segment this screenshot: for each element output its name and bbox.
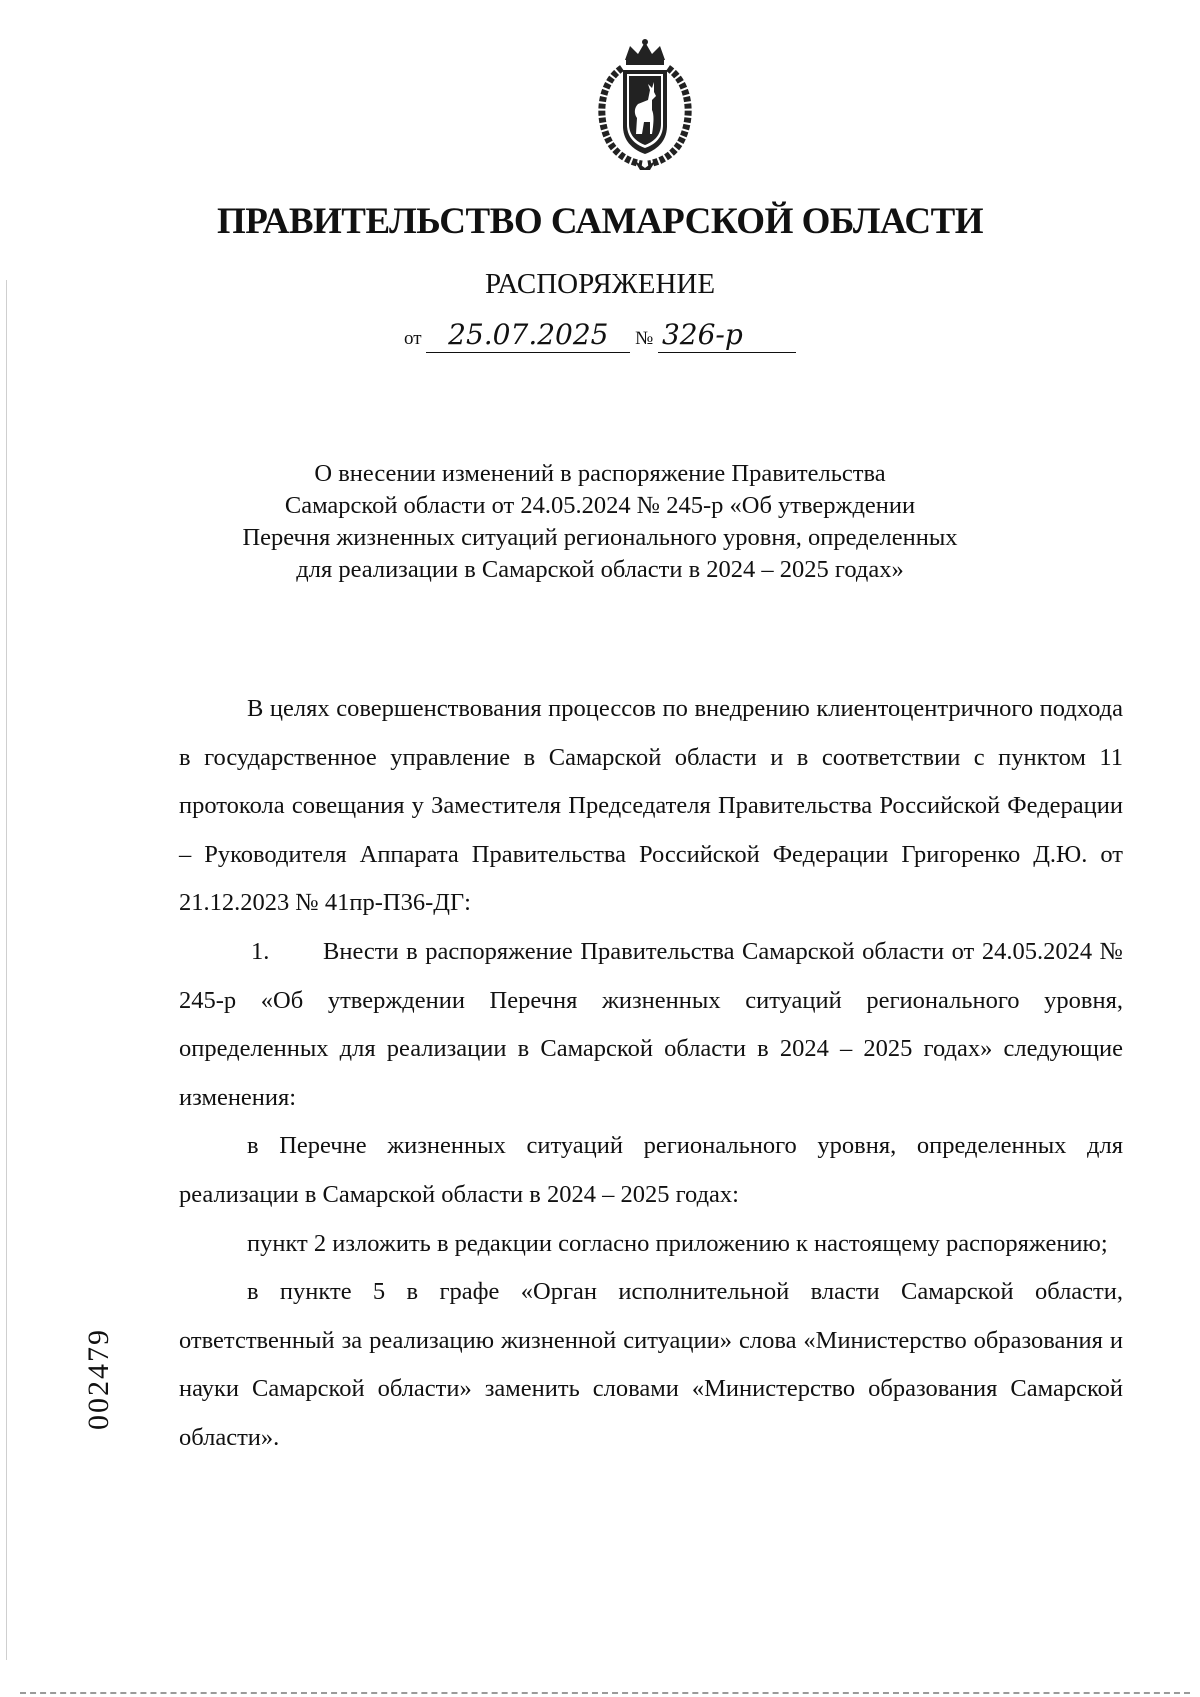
scan-margin-line <box>6 280 7 1660</box>
item-1-paragraph <box>179 928 1123 1122</box>
document-body <box>179 685 1123 1463</box>
preamble-paragraph: В целях совершенствования процессов по внедрению клиентоцентричного подхода в государственное управление в Самарской области и в соответствии с пунктом 11 протокола совещания у Заместителя Председателя Правительства Российской Федерации – Руководителя Аппарата Правительства Российской Федерации Григоренко Д.Ю. от 21.12.2023 № 41пр-П36-ДГ: <box>179 695 1123 917</box>
date-prefix: от <box>404 328 422 349</box>
handwritten-number: 326-р <box>658 318 796 353</box>
body-paragraph: пункт 2 изложить в редакции согласно приложению к настоящему распоряжению; <box>247 1229 1108 1257</box>
handwritten-date: 25.07.2025 <box>426 318 630 353</box>
page-bottom-divider <box>20 1692 1190 1694</box>
subject-line: Перечня жизненных ситуаций регионального уровня, определенных <box>242 524 958 551</box>
body-paragraph: в пункте 5 в графе «Орган исполнительной власти Самарской области, ответственный за реализацию жизненной ситуации» слова «Министерство образования и науки Самарской области» заменить словами «Министерство образования Самарской области». <box>179 1278 1123 1451</box>
item-1-text: Внести в распоряжение Правительства Самарской области от 24.05.2024 № 245-р «Об утверждении Перечня жизненных ситуаций регионального уровня, определенных для реализации в Самарской области в 2024 – 2025 годах» следующие изменения: <box>179 937 1123 1111</box>
side-registration-code: 002479 <box>82 1328 115 1430</box>
samara-coat-of-arms-icon <box>590 38 700 170</box>
subject-line: Самарской области от 24.05.2024 № 245-р «Об утверждении <box>284 492 916 519</box>
body-paragraph: в Перечне жизненных ситуаций регионального уровня, определенных для реализации в Самарской области в 2024 – 2025 годах: <box>179 1132 1123 1208</box>
organization-title: ПРАВИТЕЛЬСТВО САМАРСКОЙ ОБЛАСТИ <box>216 201 984 242</box>
subject-line: О внесении изменений в распоряжение Правительства <box>314 460 886 487</box>
document-type: РАСПОРЯЖЕНИЕ <box>484 268 716 300</box>
item-number: 1. <box>251 937 270 965</box>
document-subject <box>240 458 960 586</box>
date-number-line <box>0 318 1200 353</box>
subject-line: для реализации в Самарской области в 2024 – 2025 годах» <box>296 556 904 583</box>
number-prefix: № <box>635 328 654 349</box>
